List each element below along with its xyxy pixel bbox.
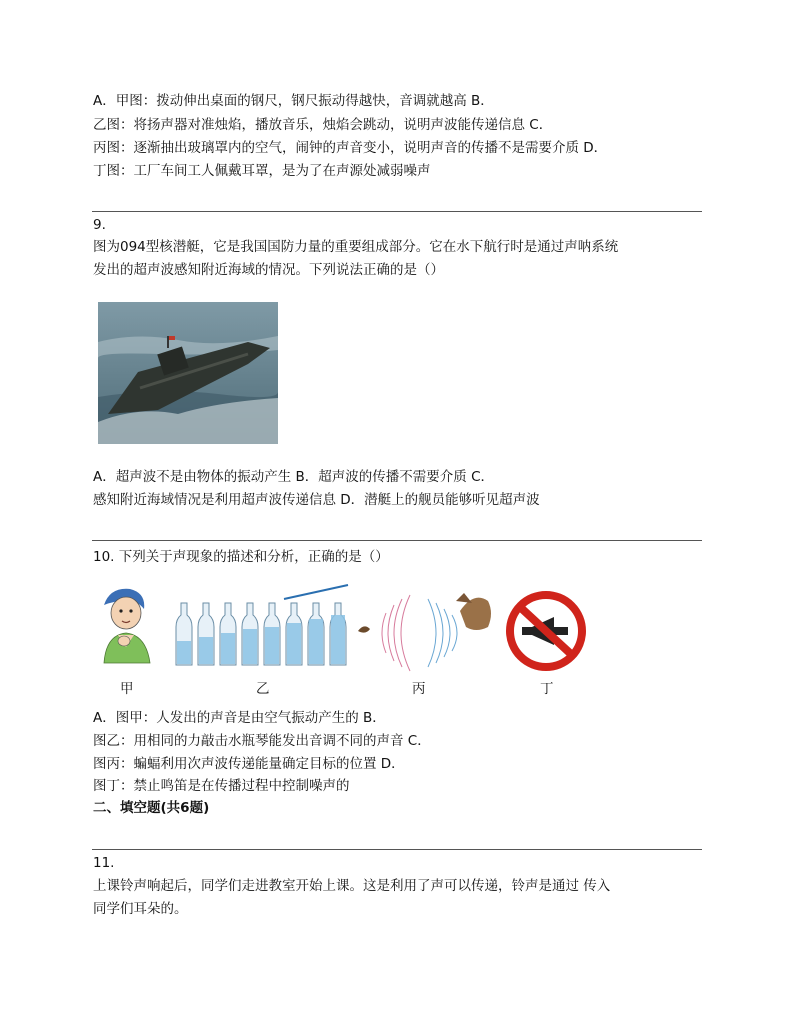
no-honking-sign (510, 595, 582, 667)
figure-label-jia: 甲 (120, 681, 134, 697)
divider (92, 540, 702, 541)
person-figure (104, 589, 150, 663)
q9-number: 9. (93, 217, 106, 233)
q10-figure-row (96, 583, 606, 688)
q8-option-line-4: 丁图：工厂车间工人佩戴耳罩，是为了在声源处减弱噪声 (93, 163, 431, 179)
q10-stem: 10. 下列关于声现象的描述和分析，正确的是（） (93, 549, 389, 565)
section-title: 二、填空题(共6题) (93, 800, 210, 816)
q10-option-line-3: 图丙：蝙蝠利用次声波传递能量确定目标的位置 D． (93, 756, 405, 772)
q8-option-line-2: 乙图：将扬声器对准烛焰，播放音乐，烛焰会跳动，说明声波能传递信息 C． (93, 117, 553, 133)
q8-option-line-1: A．甲图：拨动伸出桌面的钢尺，钢尺振动得越快，音调就越高 B． (93, 93, 494, 109)
q10-option-line-1: A．图甲：人发出的声音是由空气振动产生的 B． (93, 710, 386, 726)
divider (92, 849, 702, 850)
figure-label-yi: 乙 (256, 681, 270, 697)
q8-option-line-3: 丙图：逐渐抽出玻璃罩内的空气，闹钟的声音变小，说明声音的传播不是需要介质 D． (93, 140, 608, 156)
q9-stem-line-2: 发出的超声波感知附近海域的情况。下列说法正确的是（） (93, 262, 444, 278)
q9-option-line-2: 感知附近海域情况是利用超声波传递信息 D．潜艇上的舰员能够听见超声波 (93, 492, 540, 508)
figure-label-ding: 丁 (540, 681, 554, 697)
bat-echolocation-figure (358, 593, 491, 671)
q11-number: 11. (93, 855, 115, 871)
q10-option-line-4: 图丁：禁止鸣笛是在传播过程中控制噪声的 (93, 778, 350, 794)
divider (92, 211, 702, 212)
q10-option-line-2: 图乙：用相同的力敲击水瓶琴能发出音调不同的声音 C． (93, 733, 431, 749)
figure-label-bing: 丙 (412, 681, 426, 697)
q11-stem-line-2: 同学们耳朵的。 (93, 901, 188, 917)
q9-stem-line-1: 图为094型核潜艇，它是我国国防力量的重要组成部分。它在水下航行时是通过声呐系统 (93, 239, 619, 255)
water-bottles-figure (176, 585, 348, 665)
q9-option-line-1: A．超声波不是由物体的振动产生 B．超声波的传播不需要介质 C． (93, 469, 495, 485)
q11-stem-line-1: 上课铃声响起后，同学们走进教室开始上课。这是利用了声可以传递，铃声是通过 传入 (93, 878, 611, 894)
submarine-photo (98, 302, 278, 444)
